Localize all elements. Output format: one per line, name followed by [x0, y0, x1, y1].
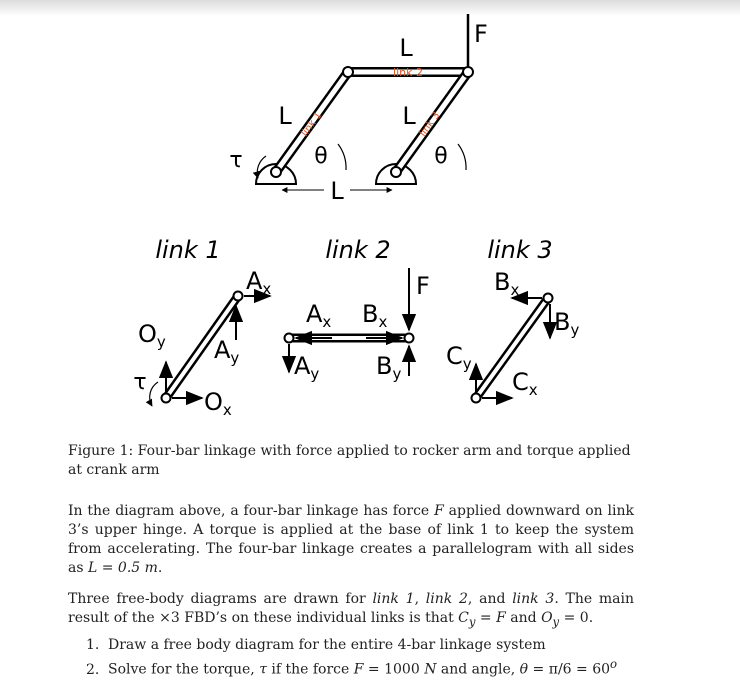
- fbd-title-link3: link 3: [487, 236, 553, 264]
- fbd2-by-label: $B_y$: [376, 352, 402, 383]
- theta-arc-right: [458, 144, 466, 170]
- fbd3-bx-label: $B_x$: [494, 268, 520, 299]
- task-item-2: 2. Solve for the torque, τ if the force F = 1000 N and angle, $\theta = \pi/6 = 60^o$: [86, 657, 618, 678]
- fbd-link-3: [446, 268, 579, 403]
- fbd2-ay-label: $A_y$: [294, 352, 320, 383]
- fbd1-torque-label: τ: [133, 370, 147, 395]
- fbd-title-link1: link 1: [155, 236, 221, 264]
- fbd2-bx-label: $B_x$: [362, 300, 388, 331]
- fbd1-oy-label: $O_y$: [138, 320, 166, 351]
- link-3-label: link 3: [417, 110, 443, 139]
- theta-arc-left: [338, 144, 346, 170]
- fbd1-ox-label: $O_x$: [204, 388, 232, 419]
- link-2-label: link 2: [393, 66, 423, 79]
- problem-paragraph-2: Three free-body diagrams are drawn for link 1, link 2, and link 3. The main result of the ×3 FBD’s on these individual links is that $C_y = F$ and $O_y = 0$.: [68, 591, 635, 629]
- length-label-link1: L: [278, 102, 292, 130]
- fbd2-ax-label: $A_x$: [306, 300, 332, 331]
- hinge-o: [271, 167, 281, 177]
- task-item-1: 1. Draw a free body diagram for the entire 4-bar linkage system: [86, 637, 546, 653]
- fbd-link-1: [133, 267, 271, 419]
- length-label-link2: L: [399, 34, 413, 62]
- fbd1-hinge-o: [162, 394, 171, 403]
- fbd2-f-label: F: [416, 272, 430, 300]
- fbd2-hinge-b: [405, 334, 414, 343]
- fbd-title-link2: link 2: [325, 236, 391, 264]
- figure-caption: Figure 1: Four-bar linkage with force applied to rocker arm and torque applied at crank arm: [68, 443, 631, 478]
- fbd3-cy-label: $C_y$: [446, 342, 472, 373]
- fbd-link-2: [285, 268, 430, 383]
- hinge-c: [391, 167, 401, 177]
- fbd3-hinge-b: [544, 294, 553, 303]
- fbd3-by-label: $B_y$: [554, 308, 580, 339]
- hinge-b: [463, 67, 473, 77]
- fbd1-torque-arc: [150, 382, 158, 406]
- task-list: [86, 636, 646, 680]
- force-f-label: F: [474, 20, 488, 48]
- fbd1-ay-label: $A_y$: [214, 336, 240, 367]
- theta-label-right: θ: [434, 144, 448, 169]
- fbd3-hinge-c: [472, 394, 481, 403]
- problem-paragraph-1: In the diagram above, a four-bar linkage has force F applied downward on link 3’s upper hinge. A torque is applied at the base of link 1 to keep the system from accelerating. The four-bar linkage creates a parallelogram with all sides as L = 0.5 m.: [68, 503, 634, 576]
- hinge-a: [343, 67, 353, 77]
- link-1-label: link 1: [299, 110, 325, 139]
- four-bar-linkage: [229, 14, 487, 205]
- length-label-ground: L: [330, 177, 344, 205]
- theta-label-left: θ: [314, 144, 328, 169]
- fbd2-hinge-a: [285, 334, 294, 343]
- torque-label-top: τ: [229, 148, 243, 173]
- fbd1-hinge-a: [234, 292, 243, 301]
- fbd3-cx-label: $C_x$: [512, 368, 538, 399]
- length-label-link3: L: [402, 102, 416, 130]
- fbd1-ax-label: $A_x$: [246, 267, 272, 298]
